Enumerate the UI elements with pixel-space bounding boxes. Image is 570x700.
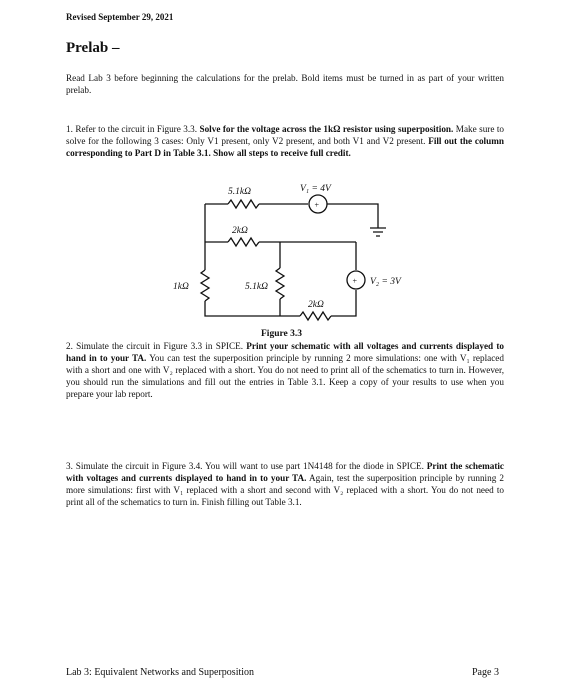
v1-plus-sign: + (314, 200, 320, 210)
v2-plus-sign: + (352, 276, 358, 286)
intro-paragraph (66, 72, 504, 96)
question-3 (66, 460, 504, 508)
ground-symbol (370, 228, 386, 236)
figure-caption: Figure 3.3 (261, 329, 302, 339)
label-v2: V₂ = 3V (370, 277, 401, 287)
question-2 (66, 340, 504, 400)
q3-text-1: 3. Simulate the circuit in Figure 3.4. You will want to use part 1N4148 for the diode in SPICE. (66, 461, 427, 471)
intro-text: Read Lab 3 before beginning the calculations for the prelab. Bold items must be turned in as part of your written prelab. (66, 73, 504, 95)
q1-text-1: 1. Refer to the circuit in Figure 3.3. (66, 124, 200, 134)
resistor-bottom-2k (300, 312, 331, 320)
label-r-top-left: 5.1kΩ (228, 187, 251, 197)
label-r-bottom: 2kΩ (308, 300, 324, 310)
q1-bold-2: Fill out the column corresponding to Part D in Table 3.1. Show all steps to receive full credit. (66, 136, 504, 158)
label-r-center: 5.1kΩ (245, 282, 268, 292)
footer-page-number: Page 3 (472, 667, 499, 678)
label-v1: V₁ = 4V (300, 184, 331, 194)
q3-text-2: Again, test the superposition principle by running 2 more simulations: first with V₁ replaced with a short and second with V₂ replaced with a short. You do not need to print all of the schematics to turn in. Finish filling out Table 3.1. (66, 473, 504, 507)
q2-text-1: 2. Simulate the circuit in Figure 3.3 in SPICE. (66, 341, 247, 351)
footer-lab-title: Lab 3: Equivalent Networks and Superposition (66, 667, 255, 678)
label-r-mid: 2kΩ (232, 226, 248, 236)
resistor-top-left (228, 200, 259, 208)
label-r-left: 1kΩ (173, 282, 189, 292)
resistor-mid-2k (228, 238, 259, 246)
q2-bold-1: Print your schematic with all voltages and currents displayed to hand in to your TA. (66, 341, 504, 363)
page-title: Prelab – (66, 40, 120, 56)
resistor-center-5k1 (276, 268, 284, 299)
revision-date: Revised September 29, 2021 (66, 12, 174, 22)
q2-text-2: You can test the superposition principle by running 2 more simulations: one with V₁ replaced with a short and one with V₂ replaced with a short. You do not need to print all of the schematics to turn in. However, you should run the simulations and fill out the entries in Table 3.1. Keep a copy of your results to use when you prepare your lab report. (66, 353, 504, 399)
q3-bold-1: Print the schematic with voltages and currents displayed to hand in to your TA. (66, 461, 505, 483)
question-1 (66, 123, 504, 159)
resistor-left-1k (201, 270, 209, 301)
q1-text-2: Make sure to solve for the following 3 cases: Only V1 present, only V2 present, and both V1 and V2 present. (66, 124, 504, 146)
circuit-diagram (160, 180, 460, 340)
q1-bold-1: Solve for the voltage across the 1kΩ resistor using superposition. (199, 124, 454, 134)
